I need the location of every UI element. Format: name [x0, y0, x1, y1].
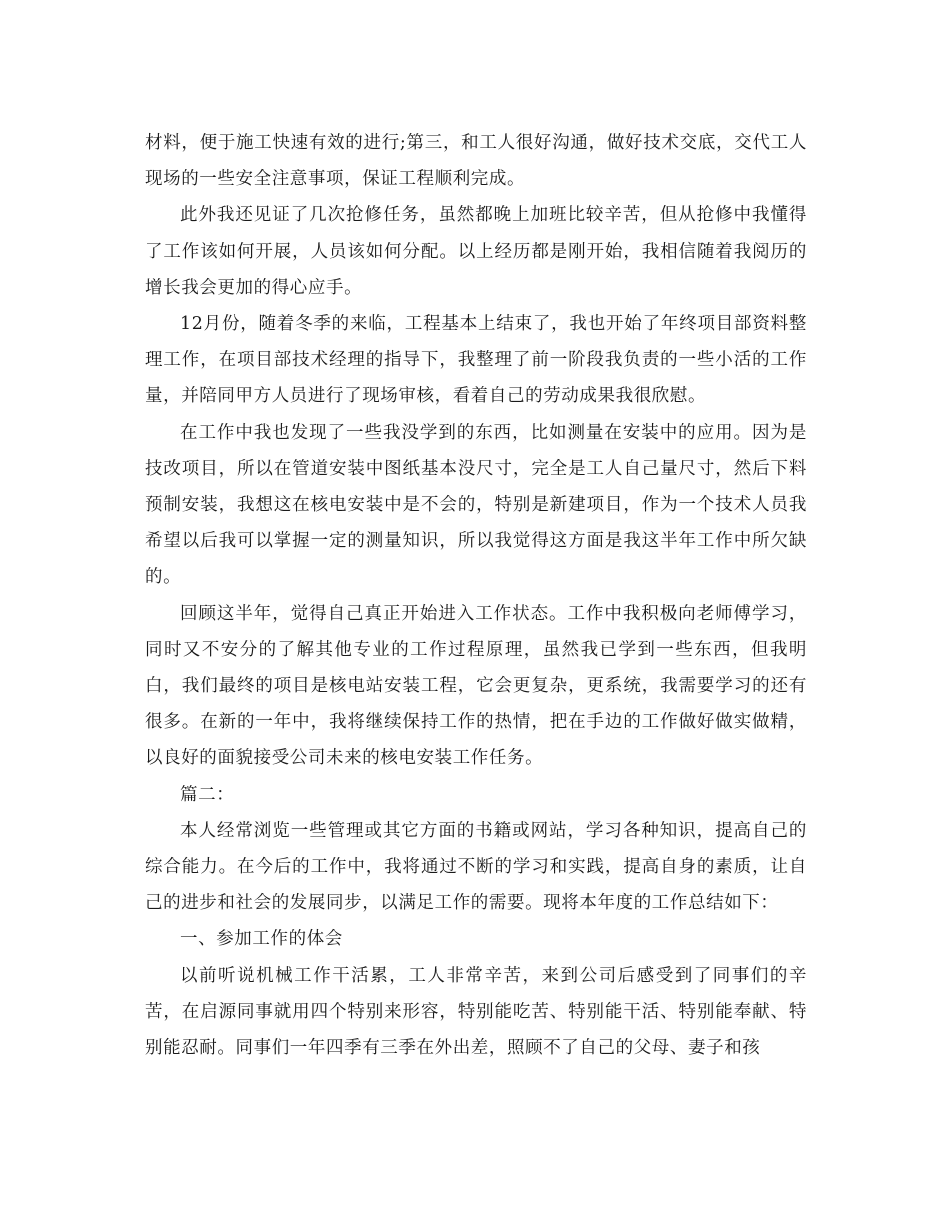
paragraph-review: 回顾这半年，觉得自己真正开始进入工作状态。工作中我积极向老师傅学习，同时又不安分的了解其他专业的工作过程原理，虽然我已学到一些东西，但我明白，我们最终的项目是核电站安装工程，它会更复杂，更系统，我需要学习的还有很多。在新的一年中，我将继续保持工作的热情，把在手边的工作做好做实做精，以良好的面貌接受公司未来的核电安装工作任务。 — [145, 603, 807, 769]
paragraph-shortcomings: 在工作中我也发现了一些我没学到的东西，比如测量在安装中的应用。因为是技改项目，所以在管道安装中图纸基本没尺寸，完全是工人自己量尺寸，然后下料预制安装，我想这在核电安装中是不会的，特别是新建项目，作为一个技术人员我希望以后我可以掌握一定的测量知识，所以我觉得这方面是我这半年工作中所欠缺的。 — [145, 422, 807, 588]
paragraph-colleagues: 以前听说机械工作干活累，工人非常辛苦，来到公司后感受到了同事们的辛苦，在启源同事就用四个特别来形容，特别能吃苦、特别能干活、特别能奉献、特别能忍耐。同事们一年四季有三季在外出差，照顾不了自己的父母、妻子和孩 — [145, 965, 807, 1059]
paragraph-emergency-repairs: 此外我还见证了几次抢修任务，虽然都晚上加班比较辛苦，但从抢修中我懂得了工作该如何开展，人员该如何分配。以上经历都是刚开始，我相信随着我阅历的增长我会更加的得心应手。 — [145, 205, 807, 298]
document-body — [145, 125, 807, 1066]
paragraph-continuation: 材料，便于施工快速有效的进行;第三，和工人很好沟通，做好技术交底，交代工人现场的一些安全注意事项，保证工程顺利完成。 — [145, 133, 807, 190]
paragraph-december-work: 12月份，随着冬季的来临，工程基本上结束了，我也开始了年终项目部资料整理工作，在项目部技术经理的指导下，我整理了前一阶段我负责的一些小活的工作量，并陪同甲方人员进行了现场审核，看着自己的劳动成果我很欣慰。 — [145, 314, 807, 407]
paragraph-self-study: 本人经常浏览一些管理或其它方面的书籍或网站，学习各种知识，提高自己的综合能力。在今后的工作中，我将通过不断的学习和实践，提高自身的素质，让自己的进步和社会的发展同步，以满足工作的需要。现将本年度的工作总结如下： — [145, 820, 807, 914]
section-heading-part-two: 篇二： — [180, 784, 235, 805]
subheading-work-experience: 一、参加工作的体会 — [180, 929, 343, 950]
